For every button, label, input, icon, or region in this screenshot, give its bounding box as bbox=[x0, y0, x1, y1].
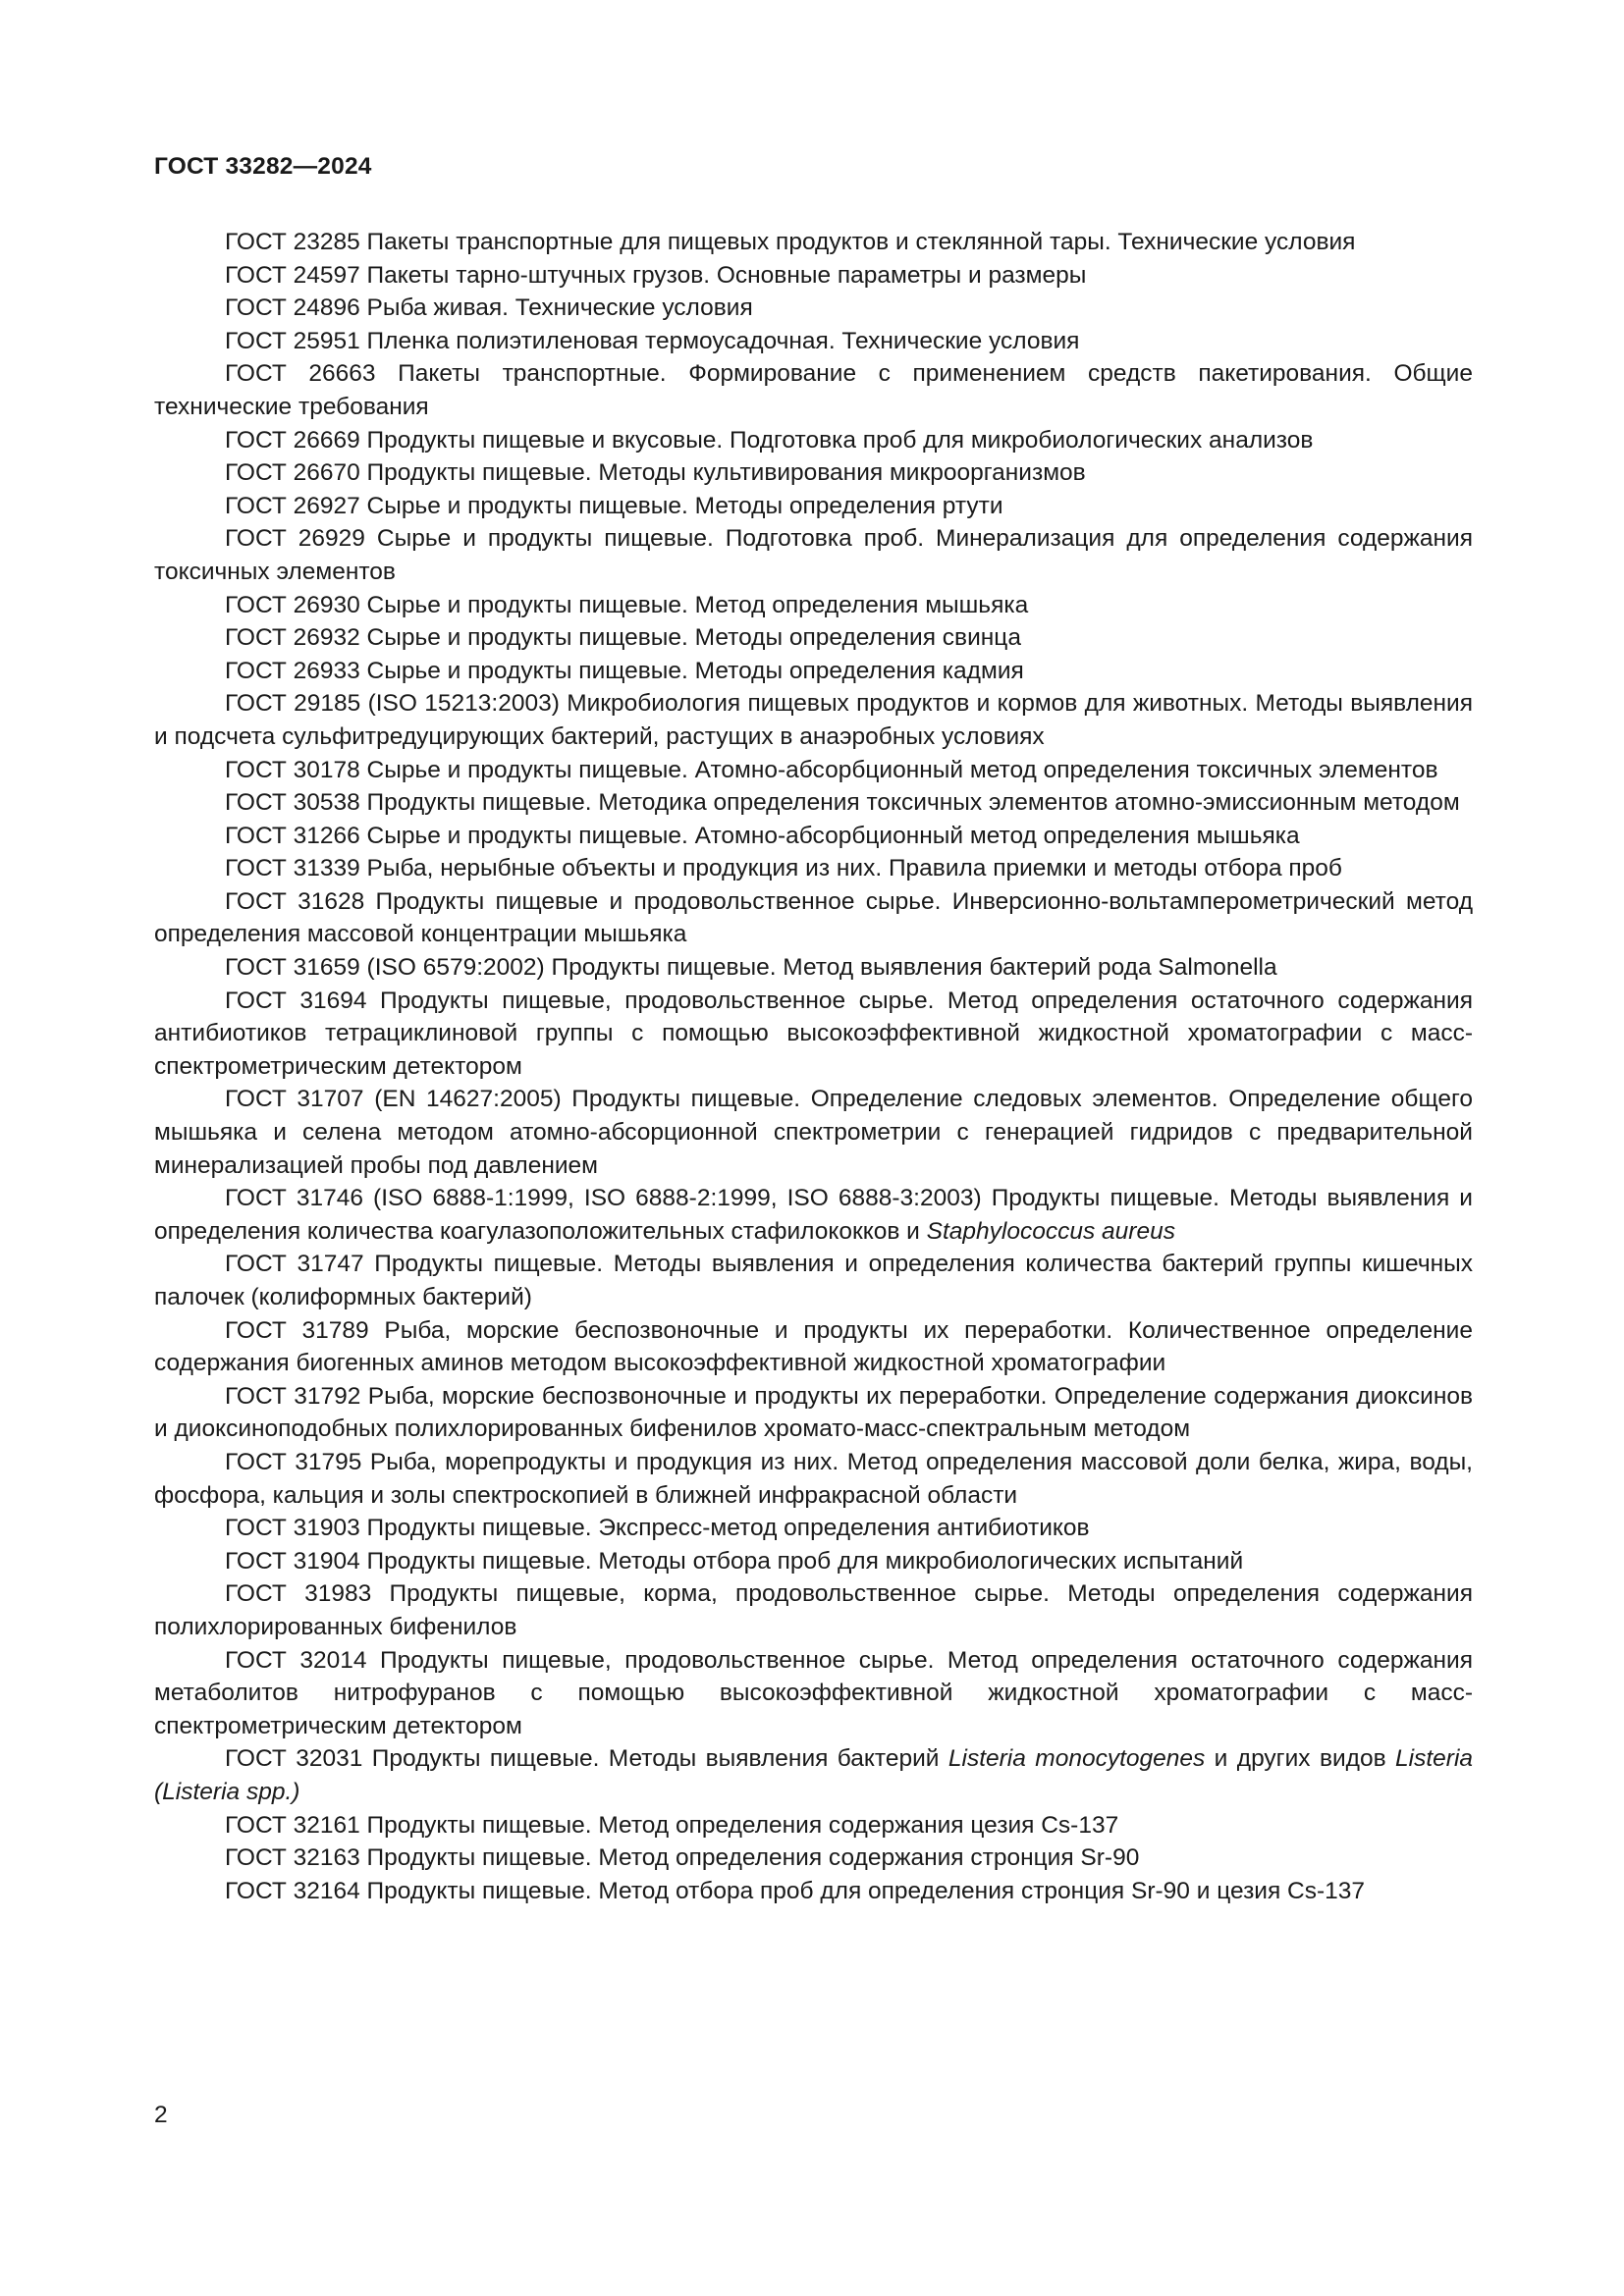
reference-item bbox=[154, 522, 1473, 588]
reference-italic-text: Staphylococcus aureus bbox=[926, 1217, 1175, 1245]
reference-item bbox=[154, 1248, 1473, 1313]
reference-item bbox=[154, 1875, 1473, 1908]
reference-text: ГОСТ 24597 Пакеты тарно-штучных грузов. Основные параметры и размеры bbox=[225, 261, 1087, 289]
reference-item bbox=[154, 490, 1473, 523]
normative-references-list bbox=[154, 226, 1473, 1907]
reference-item bbox=[154, 1182, 1473, 1248]
reference-item bbox=[154, 885, 1473, 951]
reference-item bbox=[154, 1512, 1473, 1545]
reference-text: ГОСТ 26933 Сырье и продукты пищевые. Методы определения кадмия bbox=[225, 657, 1024, 684]
reference-item bbox=[154, 1083, 1473, 1182]
reference-text: ГОСТ 31266 Сырье и продукты пищевые. Атомно-абсорбционный метод определения мышьяка bbox=[225, 822, 1300, 849]
document-header: ГОСТ 33282—2024 bbox=[154, 153, 372, 180]
reference-text: ГОСТ 26929 Сырье и продукты пищевые. Подготовка проб. Минерализация для определения содержания токсичных элементов bbox=[154, 525, 1473, 585]
reference-text: ГОСТ 31903 Продукты пищевые. Экспресс-метод определения антибиотиков bbox=[225, 1515, 1090, 1542]
reference-item bbox=[154, 292, 1473, 325]
reference-text: ГОСТ 29185 (ISO 15213:2003) Микробиология пищевых продуктов и кормов для животных. Методы выявления и подсчета сульфитредуцирующих бактерий, растущих в анаэробных условиях bbox=[154, 690, 1473, 750]
reference-item bbox=[154, 1545, 1473, 1578]
reference-text: ГОСТ 31795 Рыба, морепродукты и продукция из них. Метод определения массовой доли белка, жира, воды, фосфора, кальция и золы спектроскопией в ближней инфракрасной области bbox=[154, 1448, 1473, 1509]
reference-text: ГОСТ 30538 Продукты пищевые. Методика определения токсичных элементов атомно-эмиссионным методом bbox=[225, 789, 1460, 817]
reference-text: ГОСТ 31746 (ISO 6888-1:1999, ISO 6888-2:1999, ISO 6888-3:2003) Продукты пищевые. Методы выявления и определения количества коагулазоположительных стафилококков и bbox=[154, 1185, 1473, 1245]
reference-item bbox=[154, 951, 1473, 985]
reference-item bbox=[154, 1577, 1473, 1643]
reference-text: ГОСТ 32031 Продукты пищевые. Методы выявления бактерий bbox=[225, 1745, 948, 1773]
reference-item bbox=[154, 325, 1473, 358]
reference-text: ГОСТ 25951 Пленка полиэтиленовая термоусадочная. Технические условия bbox=[225, 327, 1080, 354]
page-number: 2 bbox=[154, 2102, 168, 2128]
reference-item bbox=[154, 985, 1473, 1084]
reference-item bbox=[154, 1380, 1473, 1446]
reference-item bbox=[154, 589, 1473, 622]
reference-text: и других видов bbox=[1205, 1745, 1396, 1773]
reference-text: ГОСТ 31707 (EN 14627:2005) Продукты пищевые. Определение следовых элементов. Определение общего мышьяка и селена методом атомно-абсорционной спектрометрии с генерацией гидридов с предварительной минерализацией пробы под давлением bbox=[154, 1086, 1473, 1179]
reference-item bbox=[154, 621, 1473, 655]
reference-text: ГОСТ 26927 Сырье и продукты пищевые. Методы определения ртути bbox=[225, 492, 1003, 519]
reference-text: ГОСТ 32161 Продукты пищевые. Метод определения содержания цезия Cs-137 bbox=[225, 1811, 1119, 1839]
reference-item bbox=[154, 259, 1473, 293]
reference-item bbox=[154, 1842, 1473, 1875]
reference-text: ГОСТ 31659 (ISO 6579:2002) Продукты пищевые. Метод выявления бактерий рода Salmonella bbox=[225, 954, 1277, 982]
reference-italic-text: Listeria monocytogenes bbox=[947, 1745, 1206, 1773]
reference-text: ГОСТ 31694 Продукты пищевые, продовольственное сырье. Метод определения остаточного содержания антибиотиков тетрациклиновой группы с помощью высокоэффективной жидкостной хроматографии с масс-спектрометрическим детектором bbox=[154, 987, 1473, 1080]
reference-item bbox=[154, 687, 1473, 753]
reference-text: ГОСТ 32163 Продукты пищевые. Метод определения содержания стронция Sr-90 bbox=[225, 1844, 1140, 1872]
reference-item bbox=[154, 655, 1473, 688]
reference-text: ГОСТ 26930 Сырье и продукты пищевые. Метод определения мышьяка bbox=[225, 591, 1029, 618]
reference-text: ГОСТ 26663 Пакеты транспортные. Формирование с применением средств пакетирования. Общие технические требования bbox=[154, 360, 1473, 420]
reference-item bbox=[154, 456, 1473, 490]
reference-text: ГОСТ 32014 Продукты пищевые, продовольственное сырье. Метод определения остаточного содержания метаболитов нитрофуранов с помощью высокоэффективной жидкостной хроматографии с масс-спектрометрическим детектором bbox=[154, 1646, 1473, 1739]
reference-text: ГОСТ 26932 Сырье и продукты пищевые. Методы определения свинца bbox=[225, 624, 1021, 652]
reference-text: ГОСТ 23285 Пакеты транспортные для пищевых продуктов и стеклянной тары. Технические условия bbox=[225, 229, 1356, 255]
reference-text: ГОСТ 24896 Рыба живая. Технические условия bbox=[225, 294, 753, 322]
reference-text: ГОСТ 31789 Рыба, морские беспозвоночные и продукты их переработки. Количественное определение содержания биогенных аминов методом высокоэффективной жидкостной хроматографии bbox=[154, 1316, 1473, 1377]
reference-item bbox=[154, 1446, 1473, 1512]
reference-text: ГОСТ 31747 Продукты пищевые. Методы выявления и определения количества бактерий группы кишечных палочек (колиформных бактерий) bbox=[154, 1251, 1473, 1310]
reference-item bbox=[154, 754, 1473, 787]
reference-item bbox=[154, 1742, 1473, 1808]
reference-text: ГОСТ 30178 Сырье и продукты пищевые. Атомно-абсорбционный метод определения токсичных элементов bbox=[225, 756, 1438, 783]
reference-text: ГОСТ 31983 Продукты пищевые, корма, продовольственное сырье. Методы определения содержания полихлорированных бифенилов bbox=[154, 1580, 1473, 1640]
reference-item bbox=[154, 1809, 1473, 1842]
reference-item bbox=[154, 424, 1473, 457]
reference-text: ГОСТ 26669 Продукты пищевые и вкусовые. Подготовка проб для микробиологических анализов bbox=[225, 426, 1314, 454]
reference-text: ГОСТ 31792 Рыба, морские беспозвоночные и продукты их переработки. Определение содержания диоксинов и диоксиноподобных полихлорированных бифенилов хромато-масс-спектральным методом bbox=[154, 1382, 1473, 1443]
reference-text: ГОСТ 26670 Продукты пищевые. Методы культивирования микроорганизмов bbox=[225, 459, 1086, 487]
reference-item bbox=[154, 786, 1473, 820]
reference-item bbox=[154, 1644, 1473, 1743]
reference-text: ГОСТ 31904 Продукты пищевые. Методы отбора проб для микробиологических испытаний bbox=[225, 1547, 1244, 1575]
reference-item bbox=[154, 357, 1473, 423]
reference-text: ГОСТ 32164 Продукты пищевые. Метод отбора проб для определения стронция Sr-90 и цезия Cs-137 bbox=[225, 1877, 1366, 1904]
reference-item bbox=[154, 852, 1473, 885]
reference-item bbox=[154, 1314, 1473, 1380]
reference-italic-text: Listeria (Listeria spp.) bbox=[154, 1745, 1474, 1805]
reference-text: ГОСТ 31628 Продукты пищевые и продовольственное сырье. Инверсионно-вольтамперометрический метод определения массовой концентрации мышьяка bbox=[154, 887, 1473, 948]
reference-item bbox=[154, 820, 1473, 853]
reference-text: ГОСТ 31339 Рыба, нерыбные объекты и продукция из них. Правила приемки и методы отбора проб bbox=[225, 855, 1342, 882]
reference-item bbox=[154, 226, 1473, 259]
